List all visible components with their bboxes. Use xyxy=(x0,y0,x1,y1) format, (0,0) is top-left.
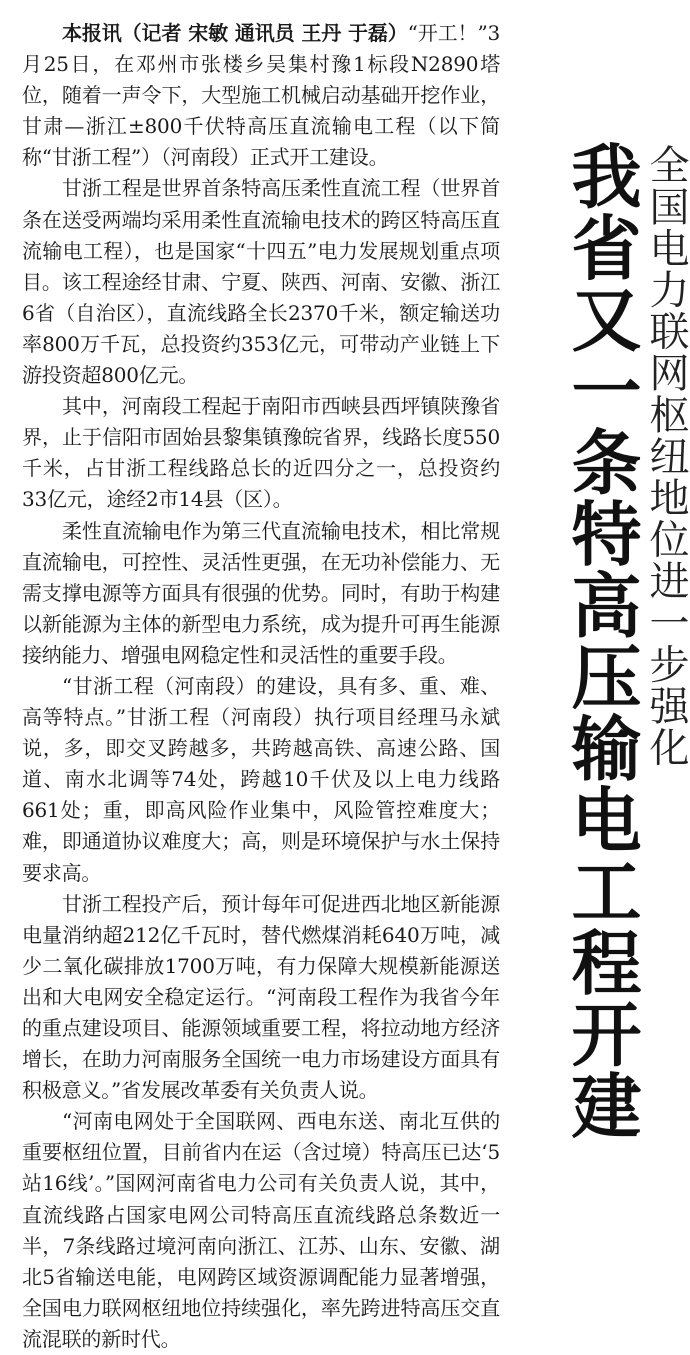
article-paragraph-2: 甘浙工程是世界首条特高压柔性直流工程（世界首条在送受两端均采用柔性直流输电技术的跨区特高压直流输电工程），也是国家“十四五”电力发展规划重点项目。该工程途经甘肃、宁夏、陕西、河南、安徽、浙江6省（自治区），直流线路全长2370千米，额定输送功率800万千瓦，总投资约353亿元，可带动产业链上下游投资超800亿元。 xyxy=(22,176,500,388)
article-paragraph-1 xyxy=(22,18,500,173)
article-body xyxy=(22,18,500,1355)
article-byline: 本报讯（记者 宋敏 通讯员 王丹 于磊） xyxy=(62,21,408,45)
article-paragraph-3: 其中，河南段工程起于南阳市西峡县西坪镇陕豫省界，止于信阳市固始县黎集镇豫皖省界，线路长度550千米，占甘浙工程线路总长的近四分之一，总投资约33亿元，途经2市14县（区）。 xyxy=(22,394,500,512)
headline-main: 我省又一条特高压输电工程开建 xyxy=(560,140,642,1141)
article-paragraph-4: 柔性直流输电作为第三代直流输电技术，相比常规直流输电，可控性、灵活性更强，在无功补偿能力、无需支撑电源等方面具有很强的优势。同时，有助于构建以新能源为主体的新型电力系统，成为提升可再生能源接纳能力、增强电网稳定性和灵活性的重要手段。 xyxy=(22,518,500,667)
article-paragraph-7: “河南电网处于全国联网、西电东送、南北互供的重要枢纽位置，目前省内在运（含过境）特高压已达‘5站16线’。”国网河南省电力公司有关负责人说，其中，直流线路占国家电网公司特高压直流线路总条数近一半，7条线路过境河南向浙江、江苏、山东、安徽、湖北5省输送电能，电网跨区域资源调配能力显著增强，全国电力联网枢纽地位持续强化，率先跨进特高压交直流混联的新时代。 xyxy=(22,1109,500,1351)
article-paragraph-1-text: “开工！”3月25日，在邓州市张楼乡吴集村豫1标段N2890塔位，随着一声令下，大型施工机械启动基础开挖作业，甘肃—浙江±800千伏特高压直流输电工程（以下简称“甘浙工程”）（河南段）正式开工建设。 xyxy=(22,21,500,170)
headline-subtitle: 全国电力联网枢纽地位进一步强化 xyxy=(643,144,689,768)
article-paragraph-6: 甘浙工程投产后，预计每年可促进西北地区新能源电量消纳超212亿千瓦时，替代燃煤消耗640万吨，减少二氧化碳排放1700万吨，有力保障大规模新能源送出和大电网安全稳定运行。“河南段工程作为我省今年的重点建设项目、能源领域重要工程，将拉动地方经济增长，在助力河南服务全国统一电力市场建设方面具有积极意义。”省发展改革委有关负责人说。 xyxy=(22,891,500,1103)
article-paragraph-5: “甘浙工程（河南段）的建设，具有多、重、难、高等特点。”甘浙工程（河南段）执行项目经理马永斌说，多，即交叉跨越多，共跨越高铁、高速公路、国道、南水北调等74处，跨越10千伏及以上电力线路661处；重，即高风险作业集中，风险管控难度大；难，即通道协议难度大；高，则是环境保护与水土保持要求高。 xyxy=(22,673,500,885)
